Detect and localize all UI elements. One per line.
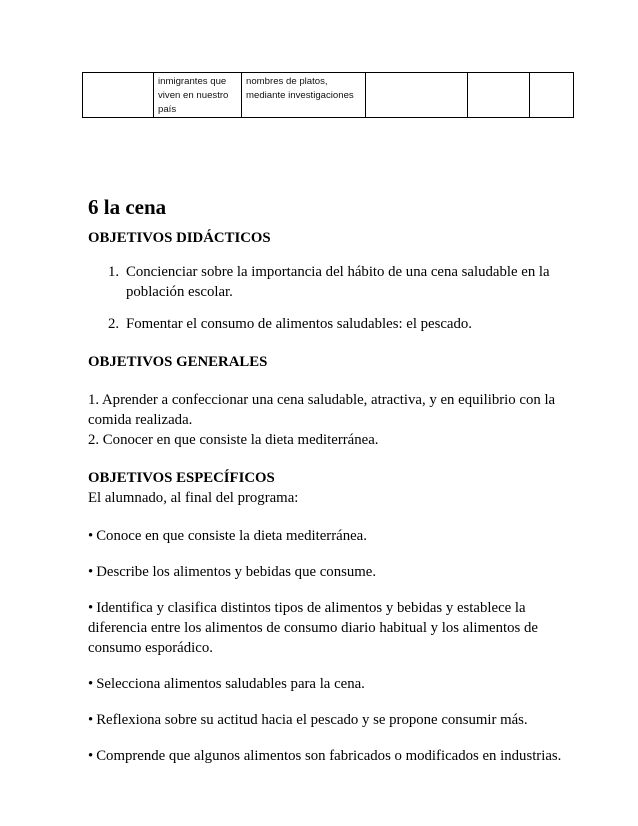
heading-objetivos-especificos: OBJETIVOS ESPECÍFICOS bbox=[88, 470, 275, 486]
bullet-text: Reflexiona sobre su actitud hacia el pescado y se propone consumir más. bbox=[96, 712, 528, 728]
cell-text-line: inmigrantes que bbox=[158, 76, 227, 87]
bullet-icon: • bbox=[88, 564, 94, 580]
list-item bbox=[88, 526, 568, 546]
list-item-text: Concienciar sobre la importancia del hábito de una cena saludable en la población escolar. bbox=[126, 264, 550, 300]
heading-objetivos-generales: OBJETIVOS GENERALES bbox=[88, 354, 268, 370]
heading-objetivos-didacticos: OBJETIVOS DIDÁCTICOS bbox=[88, 230, 271, 246]
table-cell-nombres bbox=[242, 73, 366, 118]
bullet-icon: • bbox=[88, 600, 94, 616]
list-item bbox=[88, 262, 568, 302]
list-item bbox=[88, 674, 568, 694]
table-cell-empty bbox=[83, 73, 154, 118]
general-objective-2: 2. Conocer en que consiste la dieta mediterránea. bbox=[88, 432, 379, 448]
table-row bbox=[83, 73, 574, 118]
list-item bbox=[88, 746, 568, 766]
table-cell-empty bbox=[530, 73, 574, 118]
bullet-icon: • bbox=[88, 712, 94, 728]
list-item-text: Fomentar el consumo de alimentos saludables: el pescado. bbox=[126, 316, 472, 332]
bullet-text: Comprende que algunos alimentos son fabricados o modificados en industrias. bbox=[96, 748, 562, 764]
didactic-objectives-list bbox=[88, 262, 568, 334]
list-item bbox=[88, 562, 568, 582]
table-cell-inmigrantes bbox=[154, 73, 242, 118]
cell-text-line: mediante investigaciones bbox=[246, 90, 354, 101]
bullet-text: Conoce en que consiste la dieta mediterránea. bbox=[96, 528, 367, 544]
cell-text-line: país bbox=[158, 104, 177, 115]
bullet-icon: • bbox=[88, 528, 94, 544]
general-objective-1: 1. Aprender a confeccionar una cena saludable, atractiva, y en equilibrio con la comida realizada. bbox=[88, 392, 556, 428]
section-title: 6 la cena bbox=[88, 195, 167, 219]
list-item bbox=[88, 314, 568, 334]
specific-objectives-intro: El alumnado, al final del programa: bbox=[88, 490, 299, 506]
cell-text-line: viven en nuestro bbox=[158, 90, 229, 101]
bullet-text: Identifica y clasifica distintos tipos de alimentos y bebidas y establece la diferencia entre los alimentos de consumo diario habitual y los alimentos de consumo esporádico. bbox=[88, 600, 538, 656]
bullet-icon: • bbox=[88, 676, 94, 692]
objectives-table-fragment bbox=[82, 72, 574, 118]
list-item bbox=[88, 598, 568, 658]
list-number: 1. bbox=[108, 264, 120, 280]
bullet-text: Selecciona alimentos saludables para la cena. bbox=[96, 676, 365, 692]
table-cell-empty bbox=[366, 73, 468, 118]
bullet-icon: • bbox=[88, 748, 94, 764]
cell-text-line: nombres de platos, bbox=[246, 76, 328, 87]
list-number: 2. bbox=[108, 316, 120, 332]
document-page bbox=[88, 194, 568, 782]
table-cell-empty bbox=[468, 73, 530, 118]
list-item bbox=[88, 710, 568, 730]
bullet-text: Describe los alimentos y bebidas que consume. bbox=[96, 564, 377, 580]
